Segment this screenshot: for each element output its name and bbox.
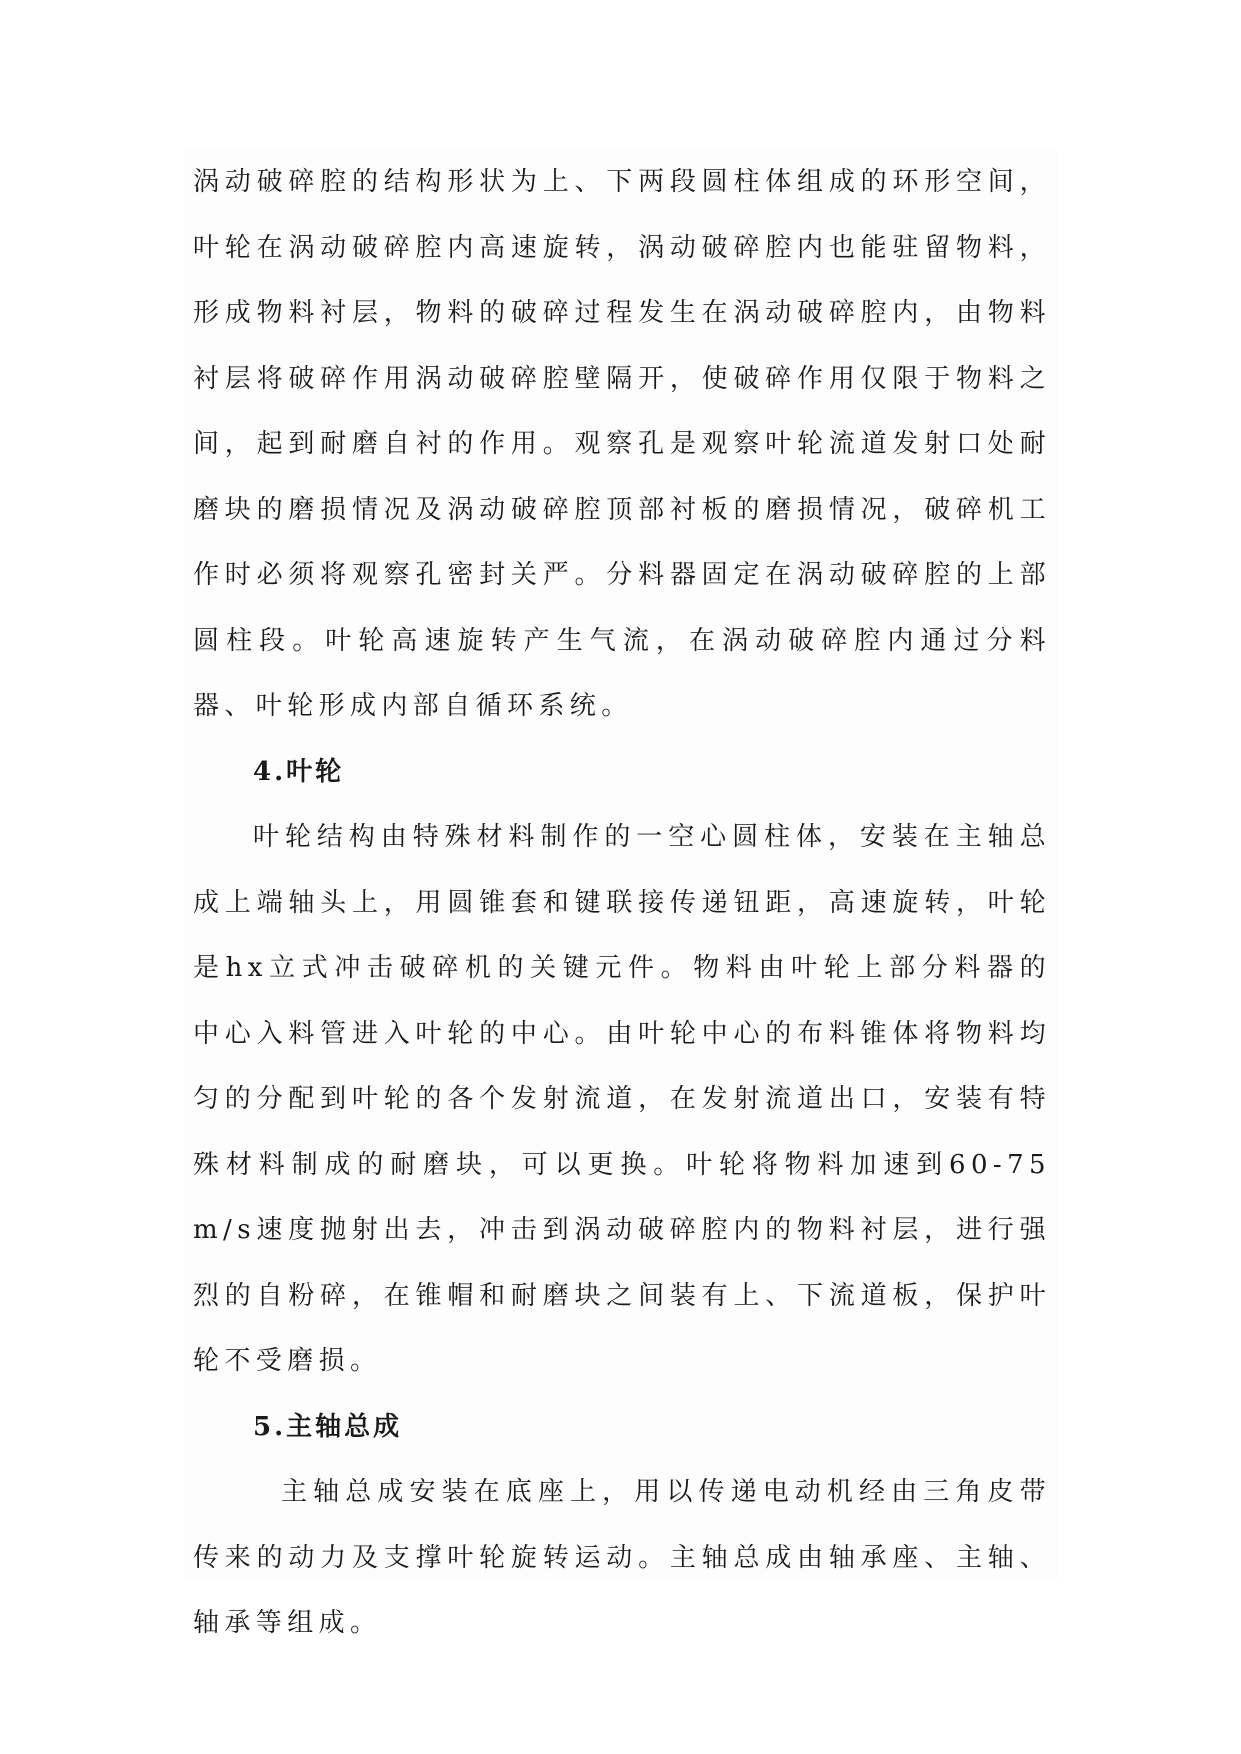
paragraph-impeller: 叶轮结构由特殊材料制作的一空心圆柱体，安装在主轴总成上端轴头上，用圆锥套和键联接传递钮距，高速旋转，叶轮是hx立式冲击破碎机的关键元件。物料由叶轮上部分料器的中心入料管进入叶轮的中心。由叶轮中心的布料锥体将物料均匀的分配到叶轮的各个发射流道，在发射流道出口，安装有特殊材料制成的耐磨块，可以更换。叶轮将物料加速到60-75m/s速度抛射出去，冲击到涡动破碎腔内的物料衬层，进行强烈的自粉碎，在锥帽和耐磨块之间装有上、下流道板，保护叶轮不受磨损。 xyxy=(193,822,1051,1376)
text-body xyxy=(193,150,1051,1657)
page-content xyxy=(185,150,1058,1638)
section-heading-main-shaft: 5.主轴总成 xyxy=(253,1411,403,1442)
section-heading-impeller: 4.叶轮 xyxy=(253,756,345,787)
paragraph-main-shaft: 主轴总成安装在底座上，用以传递电动机经由三角皮带传来的动力及支撑叶轮旋转运动。主轴总成由轴承座、主轴、轴承等组成。 xyxy=(193,1477,1051,1638)
paragraph-vortex-chamber: 涡动破碎腔的结构形状为上、下两段圆柱体组成的环形空间，叶轮在涡动破碎腔内高速旋转，涡动破碎腔内也能驻留物料，形成物料衬层，物料的破碎过程发生在涡动破碎腔内，由物料衬层将破碎作用涡动破碎腔壁隔开，使破碎作用仅限于物料之间，起到耐磨自衬的作用。观察孔是观察叶轮流道发射口处耐磨块的磨损情况及涡动破碎腔顶部衬板的磨损情况，破碎机工作时必须将观察孔密封关严。分料器固定在涡动破碎腔的上部圆柱段。叶轮高速旋转产生气流，在涡动破碎腔内通过分料器、叶轮形成内部自循环系统。 xyxy=(193,167,1051,721)
